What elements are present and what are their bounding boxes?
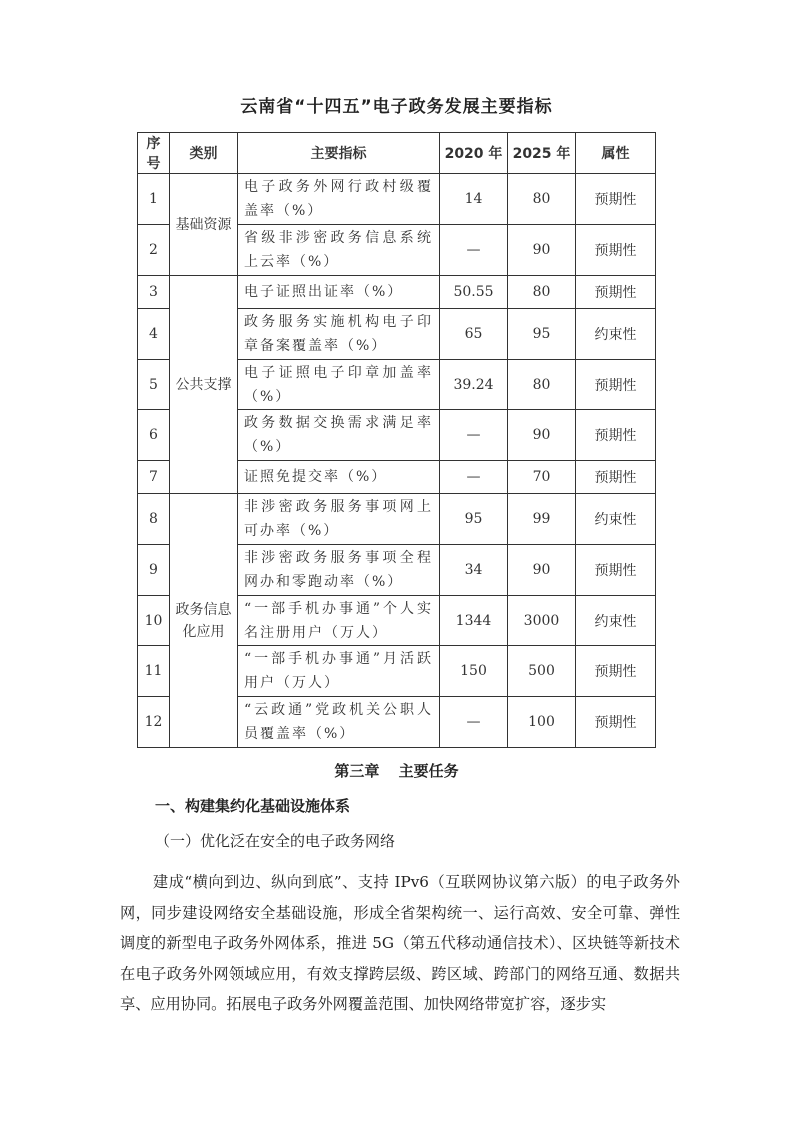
header-attribute: 属性 [576, 133, 656, 174]
row-number: 9 [138, 545, 170, 596]
attribute-cell: 预期性 [576, 646, 656, 697]
attribute-cell: 预期性 [576, 461, 656, 494]
row-number: 10 [138, 596, 170, 646]
row-number: 3 [138, 276, 170, 309]
value-2020: 1344 [440, 596, 508, 646]
attribute-cell: 预期性 [576, 697, 656, 748]
value-2020: 95 [440, 494, 508, 545]
indicator-cell: 电子证照电子印章加盖率（%） [238, 360, 440, 410]
value-2020: 14 [440, 174, 508, 225]
indicator-cell: 证照免提交率（%） [238, 461, 440, 494]
value-2025: 95 [508, 309, 576, 360]
value-2025: 90 [508, 410, 576, 461]
value-2025: 3000 [508, 596, 576, 646]
value-2020: 50.55 [440, 276, 508, 309]
attribute-cell: 预期性 [576, 276, 656, 309]
body-paragraph: 建成“横向到边、纵向到底”、支持 IPv6（互联网协议第六版）的电子政务外网，同步建设网络安全基础设施，形成全省架构统一、运行高效、安全可靠、弹性调度的新型电子政务外网体系，推进 5G（第五代移动通信技术）、区块链等新技术在电子政务外网领域应用，有效支撑跨层级、跨区域、跨部门的网络互通、数据共享、应用协同。拓展电子政务外网覆盖范围、加快网络带宽扩容，逐步实 [120, 873, 680, 1013]
indicator-cell: “云政通”党政机关公职人员覆盖率（%） [238, 697, 440, 748]
header-2020: 2020 年 [440, 133, 508, 174]
table-row [138, 174, 656, 225]
header-category: 类别 [170, 133, 238, 174]
row-number: 11 [138, 646, 170, 697]
section-heading: 一、构建集约化基础设施体系 [155, 797, 351, 815]
value-2020: 39.24 [440, 360, 508, 410]
table-row [138, 494, 656, 545]
subsection-heading: （一）优化泛在安全的电子政务网络 [155, 832, 396, 850]
value-2020: — [440, 461, 508, 494]
category-cell: 公共支撑 [170, 276, 238, 494]
value-2020: 150 [440, 646, 508, 697]
indicator-cell: “一部手机办事通”个人实名注册用户（万人） [238, 596, 440, 646]
value-2020: 34 [440, 545, 508, 596]
attribute-cell: 预期性 [576, 174, 656, 225]
row-number: 1 [138, 174, 170, 225]
row-number: 6 [138, 410, 170, 461]
attribute-cell: 预期性 [576, 545, 656, 596]
chapter-heading: 第三章 主要任务 [334, 762, 459, 780]
indicator-cell: 电子政务外网行政村级覆盖率（%） [238, 174, 440, 225]
value-2025: 500 [508, 646, 576, 697]
table-title: 云南省“十四五”电子政务发展主要指标 [240, 97, 553, 117]
value-2025: 80 [508, 360, 576, 410]
table-row [138, 276, 656, 309]
indicator-table [137, 132, 656, 748]
value-2020: — [440, 697, 508, 748]
value-2020: — [440, 225, 508, 276]
table-header-row [138, 133, 656, 174]
row-number: 4 [138, 309, 170, 360]
indicator-cell: 政务数据交换需求满足率（%） [238, 410, 440, 461]
value-2020: 65 [440, 309, 508, 360]
header-no: 序号 [138, 133, 170, 174]
indicator-cell: 省级非涉密政务信息系统上云率（%） [238, 225, 440, 276]
category-cell: 基础资源 [170, 174, 238, 276]
value-2025: 70 [508, 461, 576, 494]
value-2025: 80 [508, 276, 576, 309]
value-2025: 90 [508, 225, 576, 276]
value-2025: 100 [508, 697, 576, 748]
value-2025: 99 [508, 494, 576, 545]
value-2025: 80 [508, 174, 576, 225]
attribute-cell: 约束性 [576, 309, 656, 360]
value-2020: — [440, 410, 508, 461]
attribute-cell: 预期性 [576, 410, 656, 461]
indicator-cell: 非涉密政务服务事项网上可办率（%） [238, 494, 440, 545]
attribute-cell: 预期性 [576, 225, 656, 276]
indicator-cell: 非涉密政务服务事项全程网办和零跑动率（%） [238, 545, 440, 596]
indicator-cell: 电子证照出证率（%） [238, 276, 440, 309]
header-2025: 2025 年 [508, 133, 576, 174]
row-number: 12 [138, 697, 170, 748]
indicator-cell: “一部手机办事通”月活跃用户（万人） [238, 646, 440, 697]
row-number: 7 [138, 461, 170, 494]
row-number: 8 [138, 494, 170, 545]
attribute-cell: 约束性 [576, 494, 656, 545]
value-2025: 90 [508, 545, 576, 596]
category-cell: 政务信息化应用 [170, 494, 238, 748]
attribute-cell: 约束性 [576, 596, 656, 646]
row-number: 2 [138, 225, 170, 276]
indicator-cell: 政务服务实施机构电子印章备案覆盖率（%） [238, 309, 440, 360]
header-indicator: 主要指标 [238, 133, 440, 174]
attribute-cell: 预期性 [576, 360, 656, 410]
row-number: 5 [138, 360, 170, 410]
